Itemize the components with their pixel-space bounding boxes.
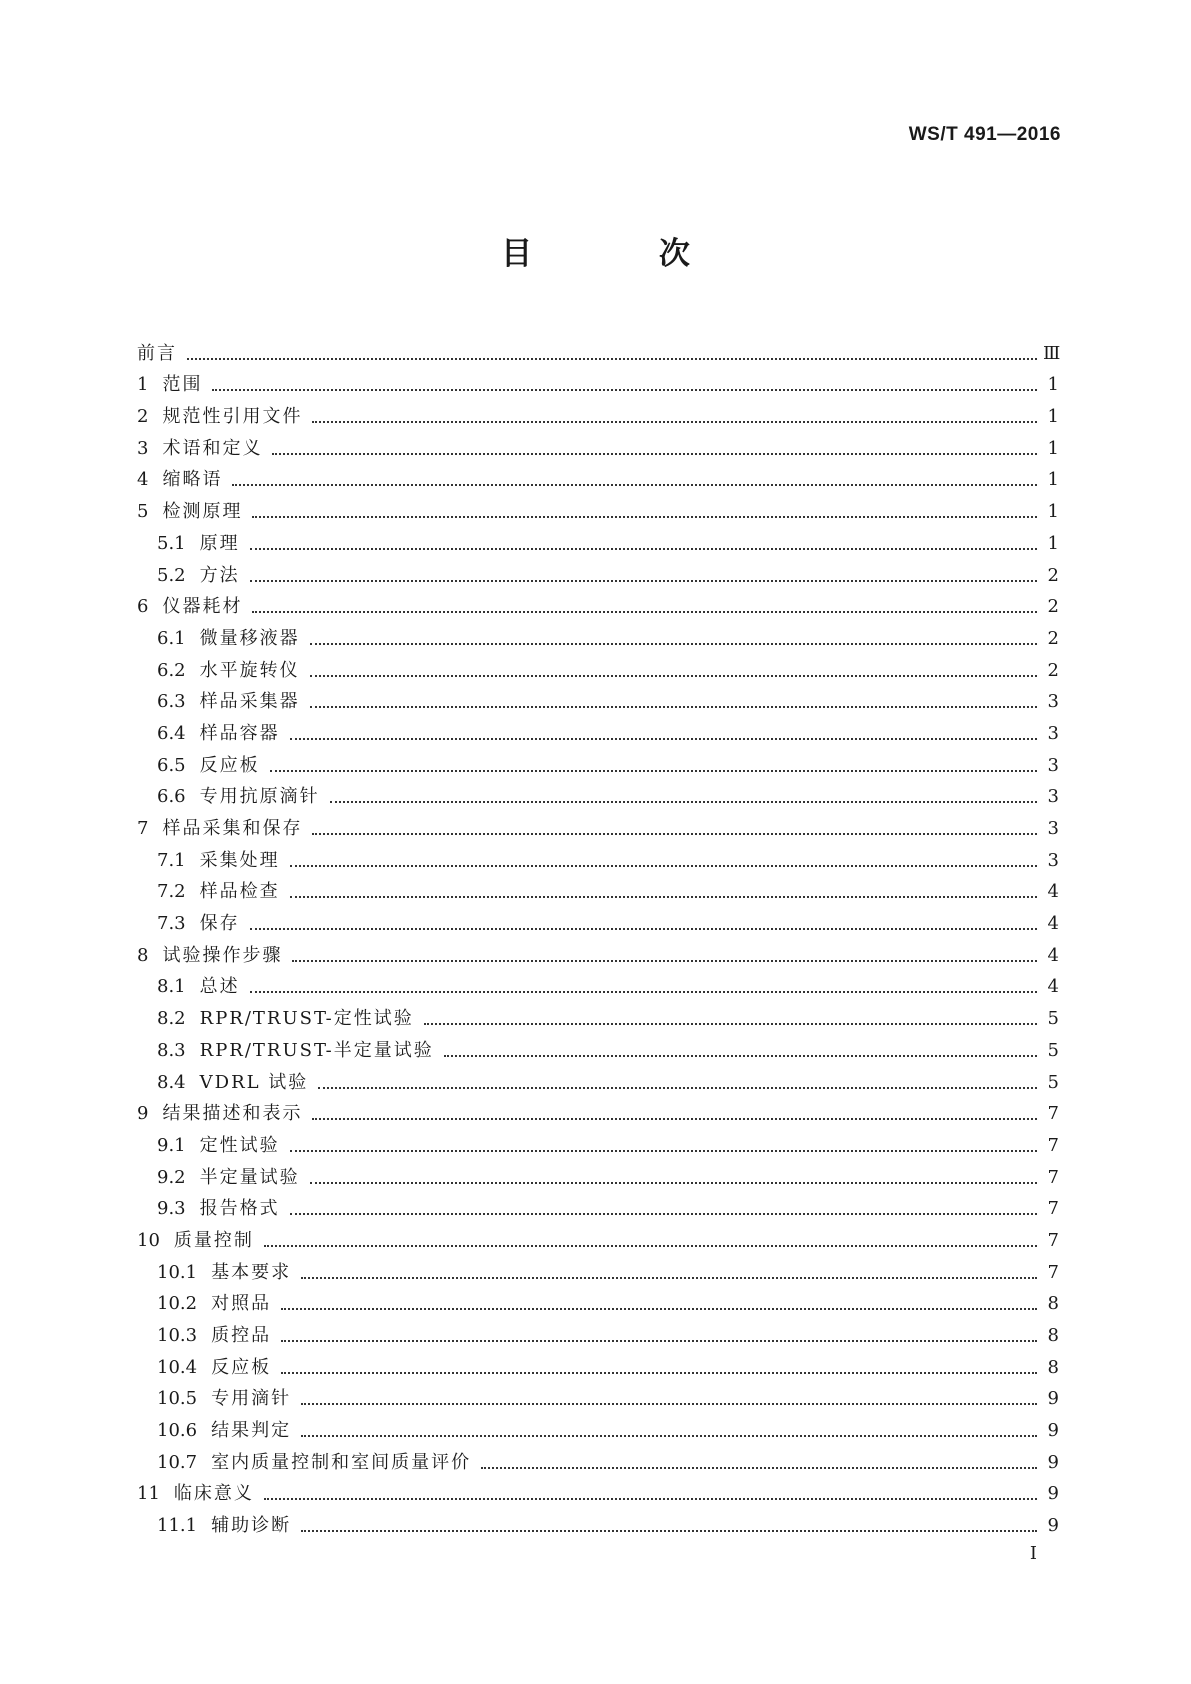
toc-dot-leader bbox=[290, 1150, 1037, 1152]
toc-entry-label: 微量移液器 bbox=[199, 627, 300, 649]
toc-entry-number: 5.2 bbox=[157, 564, 186, 586]
toc-entry-page: 7 bbox=[1047, 1229, 1059, 1251]
toc-entry-number: 6.2 bbox=[157, 659, 186, 681]
toc-entry-page: 8 bbox=[1047, 1325, 1059, 1346]
page-title: 目 次 bbox=[501, 236, 748, 272]
toc-entry-page: 8 bbox=[1047, 1356, 1059, 1378]
toc-entry-number: 1 bbox=[137, 374, 149, 396]
toc-dot-leader bbox=[250, 928, 1037, 930]
toc-dot-leader bbox=[187, 358, 1037, 360]
toc-entry-number: 8.3 bbox=[157, 1039, 186, 1061]
toc-entry-label: 质控品 bbox=[211, 1325, 272, 1346]
toc-entry[interactable] bbox=[137, 808, 1059, 840]
toc-dot-leader bbox=[301, 1403, 1037, 1405]
toc-entry-number: 10.1 bbox=[157, 1261, 198, 1283]
toc-entry[interactable] bbox=[137, 365, 1059, 397]
toc-dot-leader bbox=[310, 706, 1037, 708]
toc-entry-label: 方法 bbox=[199, 564, 240, 586]
toc-entry-page: 7 bbox=[1047, 1261, 1059, 1283]
toc-entry-number: 7.2 bbox=[157, 881, 186, 903]
toc-entry-label: 规范性引用文件 bbox=[162, 406, 303, 428]
toc-entry[interactable] bbox=[137, 555, 1059, 587]
toc-entry-label: 临床意义 bbox=[173, 1483, 254, 1505]
toc-entry-label: 基本要求 bbox=[211, 1261, 292, 1283]
toc-entry-label: 报告格式 bbox=[199, 1198, 280, 1220]
toc-dot-leader bbox=[252, 516, 1037, 518]
toc-dot-leader bbox=[232, 484, 1037, 486]
toc-dot-leader bbox=[250, 580, 1037, 582]
toc-entry[interactable] bbox=[137, 1062, 1059, 1094]
toc-entry-number: 4 bbox=[137, 469, 149, 491]
toc-entry[interactable] bbox=[137, 460, 1059, 492]
toc-entry-page: 2 bbox=[1047, 596, 1059, 618]
toc-entry-number: 6.4 bbox=[157, 722, 186, 744]
standard-code: WS/T 491—2016 bbox=[908, 124, 1061, 145]
toc-entry-label: 反应板 bbox=[199, 754, 260, 776]
toc-entry-label: 采集处理 bbox=[199, 849, 280, 871]
toc-entry-label: 样品检查 bbox=[199, 881, 280, 903]
toc-entry-page: 9 bbox=[1047, 1388, 1059, 1410]
toc-entry-page: 8 bbox=[1047, 1293, 1059, 1315]
toc-entry-page: 3 bbox=[1047, 722, 1059, 744]
toc-entry-label: VDRL 试验 bbox=[199, 1071, 309, 1093]
toc-entry-page: 9 bbox=[1047, 1451, 1059, 1473]
toc-entry-label: 试验操作步骤 bbox=[162, 944, 283, 966]
toc-entry-page: 1 bbox=[1047, 501, 1059, 523]
toc-dot-leader bbox=[252, 611, 1037, 613]
toc-entry-label: 仪器耗材 bbox=[162, 596, 243, 618]
toc-entry[interactable] bbox=[137, 618, 1059, 650]
toc-entry[interactable] bbox=[137, 682, 1059, 714]
toc-entry-number: 9 bbox=[137, 1103, 149, 1125]
toc-entry-number: 9.1 bbox=[157, 1134, 186, 1156]
toc-dot-leader bbox=[281, 1372, 1037, 1374]
toc-entry-page: 7 bbox=[1047, 1134, 1059, 1156]
toc-entry-number: 8.4 bbox=[157, 1071, 186, 1093]
toc-entry-page: 4 bbox=[1047, 944, 1059, 966]
toc-entry-number: 7 bbox=[137, 818, 149, 839]
toc-entry-label: 原理 bbox=[199, 532, 240, 554]
toc-entry-label: 水平旋转仪 bbox=[199, 659, 300, 681]
toc-dot-leader bbox=[264, 1245, 1037, 1247]
toc-entry[interactable] bbox=[137, 1284, 1059, 1316]
toc-entry[interactable] bbox=[137, 428, 1059, 460]
toc-entry-number: 5.1 bbox=[157, 532, 186, 554]
toc-dot-leader bbox=[301, 1530, 1037, 1532]
toc-entry-page: 5 bbox=[1047, 1071, 1059, 1093]
toc-entry-number: 8 bbox=[137, 944, 149, 966]
toc-entry[interactable] bbox=[137, 967, 1059, 999]
toc-entry-number: 5 bbox=[137, 501, 149, 523]
toc-dot-leader bbox=[312, 1118, 1037, 1120]
toc-entry-number: 2 bbox=[137, 406, 149, 428]
toc-entry-number: 8.1 bbox=[157, 976, 186, 998]
toc-dot-leader bbox=[318, 1087, 1037, 1089]
toc-dot-leader bbox=[290, 865, 1037, 867]
toc-entry-label: RPR/TRUST-定性试验 bbox=[199, 1008, 414, 1030]
toc-dot-leader bbox=[424, 1023, 1037, 1025]
toc-entry-label: 术语和定义 bbox=[162, 437, 263, 459]
toc-dot-leader bbox=[481, 1467, 1037, 1469]
toc-entry-number: 6 bbox=[137, 596, 149, 618]
toc-entry-number: 7.1 bbox=[157, 849, 186, 871]
toc-dot-leader bbox=[312, 833, 1037, 835]
toc-entry-number: 6.6 bbox=[157, 786, 186, 808]
toc-entry[interactable] bbox=[137, 491, 1059, 523]
toc-dot-leader bbox=[290, 738, 1037, 740]
toc-entry[interactable] bbox=[137, 713, 1059, 745]
toc-entry-label: RPR/TRUST-半定量试验 bbox=[199, 1039, 434, 1061]
toc-dot-leader bbox=[281, 1308, 1037, 1310]
toc-entry[interactable] bbox=[137, 650, 1059, 682]
toc-entry-label: 总述 bbox=[199, 976, 240, 998]
toc-entry-page: 7 bbox=[1047, 1198, 1059, 1220]
toc-entry[interactable] bbox=[137, 333, 1059, 365]
toc-entry-number: 10.2 bbox=[157, 1293, 198, 1315]
toc-dot-leader bbox=[310, 1182, 1037, 1184]
toc-entry-page: 4 bbox=[1047, 976, 1059, 998]
toc-entry-number: 10.5 bbox=[157, 1388, 198, 1410]
toc-dot-leader bbox=[301, 1435, 1037, 1437]
toc-entry-number: 7.3 bbox=[157, 913, 186, 935]
toc-entry[interactable] bbox=[137, 523, 1059, 555]
toc-entry-number: 8.2 bbox=[157, 1008, 186, 1030]
toc-dot-leader bbox=[310, 675, 1037, 677]
toc-entry-label: 检测原理 bbox=[162, 501, 243, 523]
toc-entry-number: 9.2 bbox=[157, 1166, 186, 1188]
toc-dot-leader bbox=[292, 960, 1037, 962]
toc-dot-leader bbox=[264, 1498, 1037, 1500]
toc-entry-page: 9 bbox=[1047, 1420, 1059, 1442]
toc-entry-number: 6.3 bbox=[157, 691, 186, 713]
toc-dot-leader bbox=[301, 1277, 1037, 1279]
toc-entry-page: 9 bbox=[1047, 1483, 1059, 1505]
toc-dot-leader bbox=[290, 1213, 1037, 1215]
toc-entry[interactable] bbox=[137, 872, 1059, 904]
toc-entry-number: 10.7 bbox=[157, 1451, 198, 1473]
page-number: I bbox=[1029, 1543, 1037, 1564]
toc-dot-leader bbox=[310, 643, 1037, 645]
toc-entry[interactable] bbox=[137, 1505, 1059, 1537]
toc-entry-page: 1 bbox=[1047, 374, 1059, 396]
toc-entry[interactable] bbox=[137, 1442, 1059, 1474]
toc-entry-page: 5 bbox=[1047, 1039, 1059, 1061]
toc-entry[interactable] bbox=[137, 1125, 1059, 1157]
toc-entry[interactable] bbox=[137, 1347, 1059, 1379]
toc-entry-label: 专用滴针 bbox=[211, 1388, 292, 1410]
toc-entry-label: 缩略语 bbox=[162, 469, 223, 491]
toc-entry-page: 4 bbox=[1047, 881, 1059, 903]
toc-entry[interactable] bbox=[137, 587, 1059, 619]
toc-entry-page: Ⅲ bbox=[1043, 342, 1061, 364]
toc-entry-page: 1 bbox=[1047, 406, 1059, 428]
toc-entry-label: 对照品 bbox=[211, 1293, 272, 1315]
toc-entry[interactable] bbox=[137, 1220, 1059, 1252]
toc-entry-label: 样品采集和保存 bbox=[162, 818, 303, 839]
toc-entry-number: 9.3 bbox=[157, 1198, 186, 1220]
toc-entry-number: 6.1 bbox=[157, 627, 186, 649]
toc-entry-page: 7 bbox=[1047, 1103, 1059, 1125]
toc-entry-label: 半定量试验 bbox=[199, 1166, 300, 1188]
toc-entry-page: 3 bbox=[1047, 691, 1059, 713]
toc-entry-page: 3 bbox=[1047, 849, 1059, 871]
toc-entry-label: 范围 bbox=[162, 374, 203, 396]
toc-entry-label: 辅助诊断 bbox=[211, 1515, 292, 1537]
toc-entry-label: 专用抗原滴针 bbox=[199, 786, 320, 808]
toc-entry[interactable] bbox=[137, 1094, 1059, 1126]
toc-entry-label: 结果描述和表示 bbox=[162, 1103, 303, 1125]
toc-entry[interactable] bbox=[137, 1252, 1059, 1284]
toc-entry-label: 前言 bbox=[137, 342, 177, 364]
toc-dot-leader bbox=[250, 991, 1037, 993]
toc-dot-leader bbox=[444, 1055, 1037, 1057]
toc-entry-number: 10.6 bbox=[157, 1420, 198, 1442]
toc-entry-label: 定性试验 bbox=[199, 1134, 280, 1156]
toc-entry-page: 7 bbox=[1047, 1166, 1059, 1188]
toc-entry[interactable] bbox=[137, 777, 1059, 809]
toc-dot-leader bbox=[312, 421, 1037, 423]
toc-entry[interactable] bbox=[137, 903, 1059, 935]
toc-entry[interactable] bbox=[137, 998, 1059, 1030]
toc-entry[interactable] bbox=[137, 1030, 1059, 1062]
toc-entry-page: 3 bbox=[1047, 818, 1059, 839]
table-of-contents bbox=[137, 333, 1059, 1537]
toc-entry-label: 保存 bbox=[199, 913, 240, 935]
toc-entry[interactable] bbox=[137, 396, 1059, 428]
toc-entry-page: 2 bbox=[1047, 627, 1059, 649]
toc-entry-page: 3 bbox=[1047, 754, 1059, 776]
toc-dot-leader bbox=[212, 389, 1037, 391]
toc-entry-number: 10.3 bbox=[157, 1325, 198, 1346]
toc-entry[interactable] bbox=[137, 1157, 1059, 1189]
toc-entry-page: 5 bbox=[1047, 1008, 1059, 1030]
toc-entry-page: 2 bbox=[1047, 659, 1059, 681]
toc-dot-leader bbox=[290, 896, 1037, 898]
toc-dot-leader bbox=[250, 548, 1037, 550]
toc-entry-page: 4 bbox=[1047, 913, 1059, 935]
toc-entry[interactable] bbox=[137, 745, 1059, 777]
toc-entry-page: 1 bbox=[1047, 532, 1059, 554]
toc-entry-page: 3 bbox=[1047, 786, 1059, 808]
toc-entry-label: 室内质量控制和室间质量评价 bbox=[211, 1451, 472, 1473]
toc-entry-label: 样品容器 bbox=[199, 722, 280, 744]
toc-entry[interactable] bbox=[137, 935, 1059, 967]
toc-entry[interactable] bbox=[137, 840, 1059, 872]
toc-entry-number: 3 bbox=[137, 437, 149, 459]
toc-entry-number: 6.5 bbox=[157, 754, 186, 776]
toc-entry-label: 样品采集器 bbox=[199, 691, 300, 713]
toc-entry[interactable] bbox=[137, 1379, 1059, 1411]
toc-entry-number: 11 bbox=[137, 1483, 160, 1505]
toc-entry-number: 11.1 bbox=[157, 1515, 198, 1537]
toc-entry-page: 9 bbox=[1047, 1515, 1059, 1537]
toc-entry-label: 质量控制 bbox=[173, 1229, 254, 1251]
toc-entry[interactable] bbox=[137, 1189, 1059, 1221]
toc-entry[interactable] bbox=[137, 1315, 1059, 1347]
toc-entry-label: 结果判定 bbox=[211, 1420, 292, 1442]
toc-entry-number: 10 bbox=[137, 1229, 160, 1251]
toc-entry-page: 2 bbox=[1047, 564, 1059, 586]
toc-entry-page: 1 bbox=[1047, 469, 1059, 491]
toc-dot-leader bbox=[270, 770, 1037, 772]
toc-dot-leader bbox=[281, 1340, 1037, 1342]
toc-entry-number: 10.4 bbox=[157, 1356, 198, 1378]
toc-entry[interactable] bbox=[137, 1410, 1059, 1442]
toc-dot-leader bbox=[330, 801, 1037, 803]
toc-entry[interactable] bbox=[137, 1474, 1059, 1506]
toc-entry-page: 1 bbox=[1047, 437, 1059, 459]
toc-dot-leader bbox=[272, 453, 1037, 455]
toc-entry-label: 反应板 bbox=[211, 1356, 272, 1378]
